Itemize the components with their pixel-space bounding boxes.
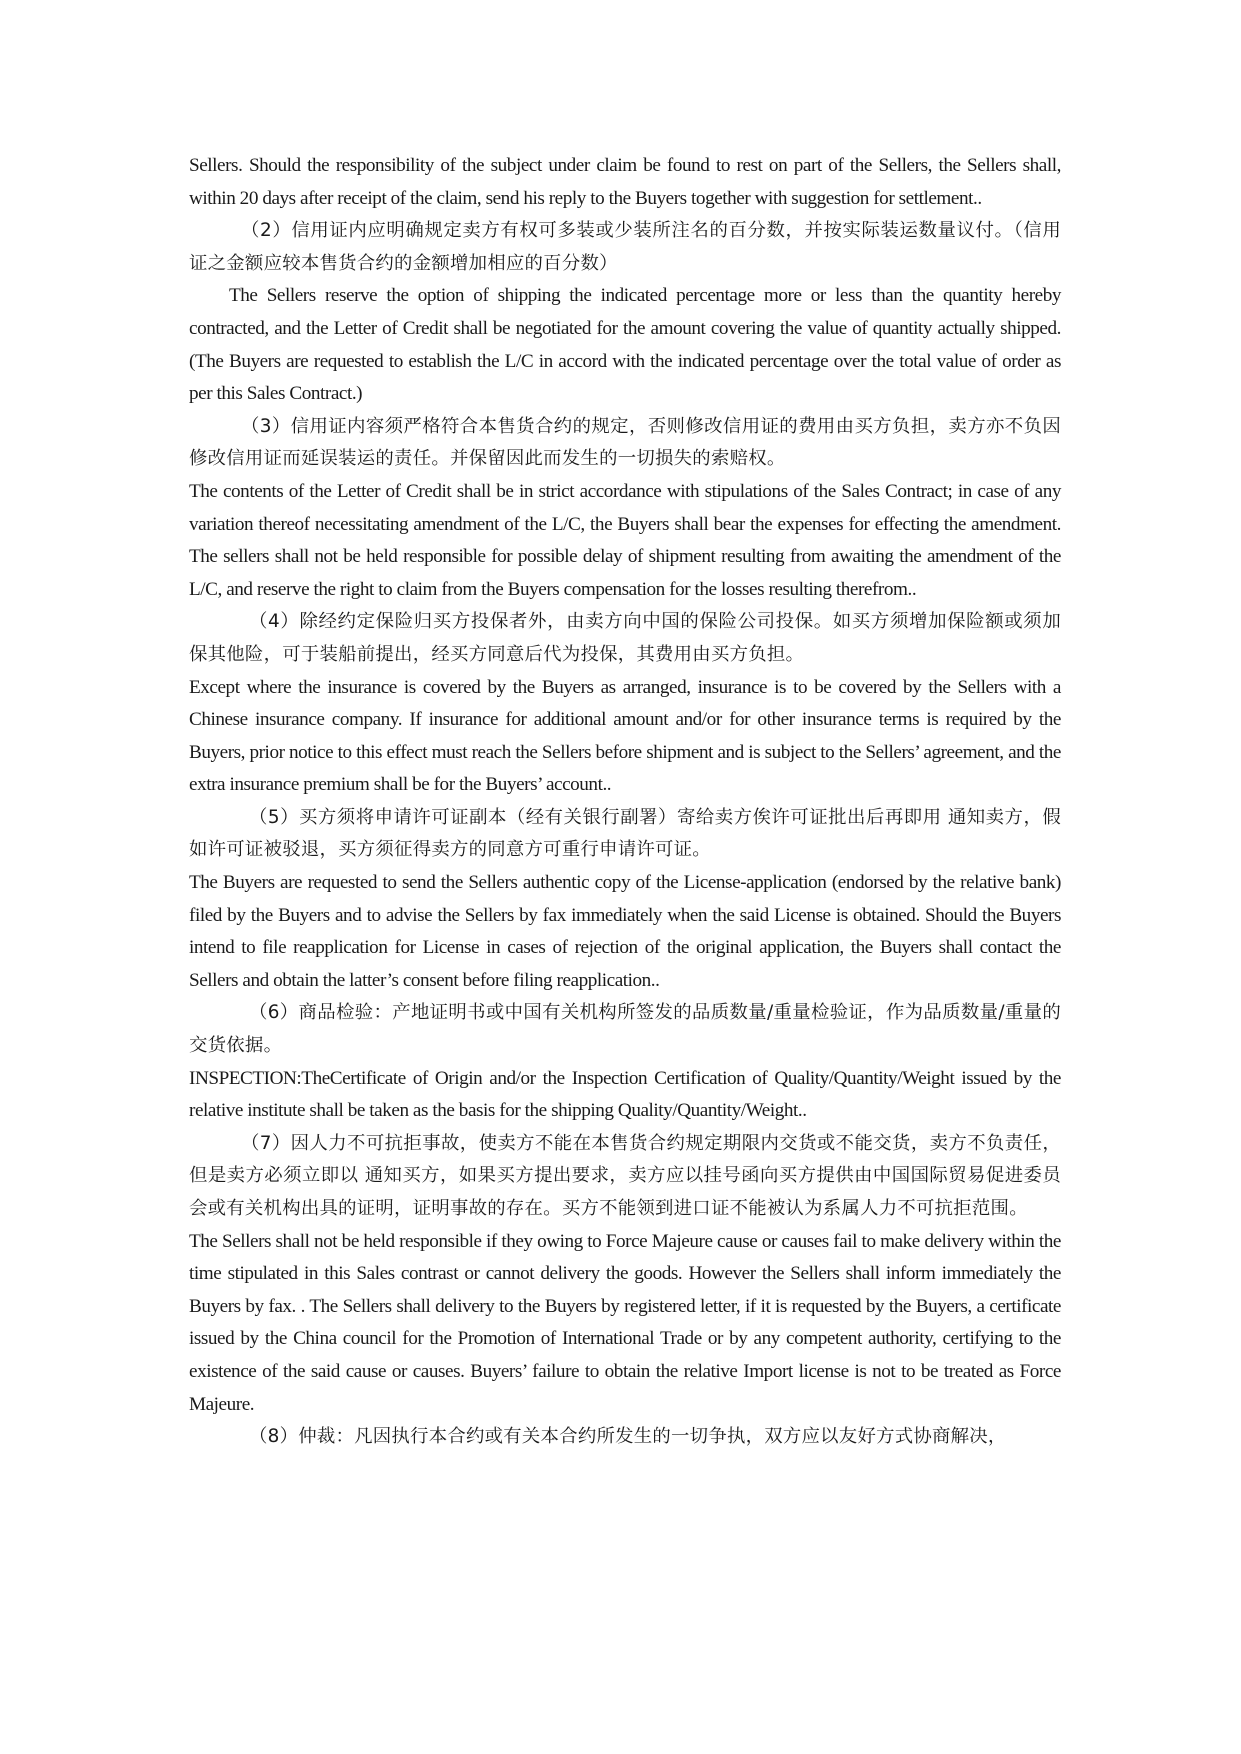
clause-3-lc-contents-cn: （3）信用证内容须严格符合本售货合约的规定，否则修改信用证的费用由买方负担，卖方亦不负因修改信用证而延误装运的责任。并保留因此而发生的一切损失的索赔权。 [189, 415, 1061, 470]
clause-6-inspection-en: INSPECTION:TheCertificate of Origin and/or the Inspection Certification of Quality/Quantity/Weight issued by the relative institute shall be taken as the basis for the shipping Quality/Quantity/Weight.. [189, 1067, 1061, 1122]
clause-7-force-majeure-cn: （7）因人力不可抗拒事故，使卖方不能在本售货合约规定期限内交货或不能交货，卖方不负责任，但是卖方必须立即以 通知买方，如果买方提出要求，卖方应以挂号函向买方提供由中国国际贸易促进委员会或有关机构出具的证明，证明事故的存在。买方不能领到进口证不能被认为系属人力不可抗拒范围。 [189, 1132, 1061, 1219]
clause-5-license-en: The Buyers are requested to send the Sellers authentic copy of the License-application (endorsed by the relative bank) filed by the Buyers and to advise the Sellers by fax immediately when the said License is obtained. Should the Buyers intend to file reapplication for License in cases of rejection of the original application, the Buyers shall contact the Sellers and obtain the latter’s consent before filing reapplication.. [189, 872, 1061, 991]
clause-4-insurance-en: Except where the insurance is covered by the Buyers as arranged, insurance is to be covered by the Sellers with a Chinese insurance company. If insurance for additional amount and/or for other insurance terms is required by the Buyers, prior notice to this effect must reach the Sellers before shipment and is subject to the Sellers’ agreement, and the extra insurance premium shall be for the Buyers’ account.. [189, 676, 1061, 796]
clause-1-claim-reply-en: Sellers. Should the responsibility of the subject under claim be found to rest on part of the Sellers, the Sellers shall, within 20 days after receipt of the claim, send his reply to the Buyers together with suggestion for settlement.. [189, 155, 1061, 209]
clause-7-force-majeure-en: The Sellers shall not be held responsible if they owing to Force Majeure cause or causes fail to make delivery within the time stipulated in this Sales contrast or cannot delivery the goods. However the Sellers shall inform immediately the Buyers by fax. . The Sellers shall delivery to the Buyers by registered letter, if it is requested by the Buyers, a certificate issued by the China council for the Promotion of International Trade or by any competent authority, certifying to the existence of the said cause or causes. Buyers’ failure to obtain the relative Import license is not to be treated as Force Majeure. [189, 1230, 1061, 1415]
clause-8-arbitration-cn: （8）仲裁：凡因执行本合约或有关本合约所发生的一切争执，双方应以友好方式协商解决， [249, 1426, 1007, 1448]
clause-2-quantity-tolerance-cn: （2）信用证内应明确规定卖方有权可多装或少装所注名的百分数，并按实际装运数量议付。（信用证之金额应较本售货合约的金额增加相应的百分数） [189, 220, 1061, 274]
clause-5-license-cn: （5）买方须将申请许可证副本（经有关银行副署）寄给卖方俟许可证批出后再即用 通知卖方，假如许可证被驳退，买方须征得卖方的同意方可重行申请许可证。 [189, 806, 1061, 861]
clause-4-insurance-cn: （4）除经约定保险归买方投保者外，由卖方向中国的保险公司投保。如买方须增加保险额或须加保其他险，可于装船前提出，经买方同意后代为投保，其费用由买方负担。 [189, 611, 1061, 665]
clause-2-quantity-tolerance-en: The Sellers reserve the option of shipping the indicated percentage more or less than the quantity hereby contracted, and the Letter of Credit shall be negotiated for the amount covering the value of quantity actually shipped. (The Buyers are requested to establish the L/C in accord with the indicated percentage over the total value of order as per this Sales Contract.) [189, 285, 1061, 405]
clause-3-lc-contents-en: The contents of the Letter of Credit shall be in strict accordance with stipulations of the Sales Contract; in case of any variation thereof necessitating amendment of the L/C, the Buyers shall bear the expenses for effecting the amendment. The sellers shall not be held responsible for possible delay of shipment resulting from awaiting the amendment of the L/C, and reserve the right to claim from the Buyers compensation for the losses resulting therefrom.. [189, 480, 1061, 600]
document-body [189, 150, 1061, 1454]
clause-6-inspection-cn: （6）商品检验：产地证明书或中国有关机构所签发的品质数量/重量检验证，作为品质数量/重量的交货依据。 [189, 1002, 1061, 1057]
